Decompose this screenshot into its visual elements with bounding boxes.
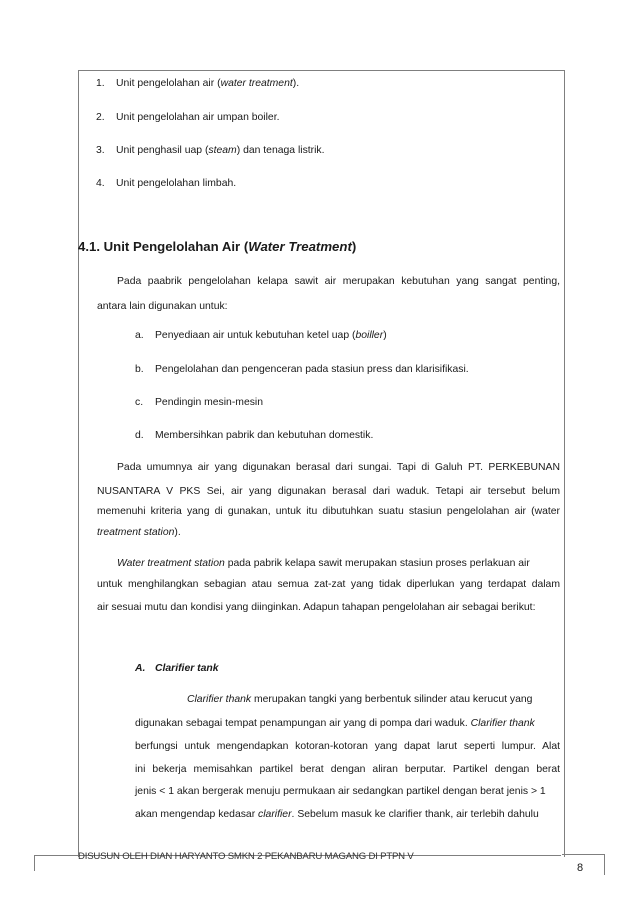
paragraph-line: antara lain digunakan untuk: (97, 301, 228, 312)
paragraph-line: Pada paabrik pengelolahan kelapa sawit air merupakan kebutuhan yang sangat penting, (117, 276, 560, 287)
paragraph-line: digunakan sebagai tempat penampungan air yang di pompa dari waduk. Clarifier thank (135, 718, 535, 729)
footer-text: DISUSUN OLEH DIAN HARYANTO SMKN 2 PEKANBARU MAGANG DI PTPN V (78, 851, 414, 862)
list-item: 1. Unit pengelolahan air (water treatment). (96, 78, 300, 89)
paragraph-line: berfungsi untuk mengendapkan kotoran-kotoran yang dapat larut seperti lumpur. Alat (135, 741, 560, 752)
list-item: d. Membersihkan pabrik dan kebutuhan domestik. (135, 430, 374, 441)
paragraph-line: jenis < 1 akan bergerak menuju permukaan air sedangkan partikel dengan berat jenis > 1 (135, 786, 546, 797)
paragraph-line: treatment station). (97, 527, 181, 538)
list-item: 2. Unit pengelolahan air umpan boiler. (96, 112, 280, 123)
list-item: b. Pengelolahan dan pengenceran pada stasiun press dan klarisifikasi. (135, 364, 469, 375)
subsection-heading: A. Clarifier tank (135, 663, 219, 674)
paragraph-line: untuk menghilangkan sebagian atau semua zat-zat yang tidak diperlukan yang terdapat dalam (97, 579, 560, 590)
page-number: 8 (577, 862, 584, 874)
list-item: 3. Unit penghasil uap (steam) dan tenaga listrik. (96, 145, 325, 156)
paragraph-line: NUSANTARA V PKS Sei, air yang digunakan berasal dari waduk. Tetapi air tersebut belum (97, 486, 560, 497)
paragraph-line: memenuhi kriteria yang di gunakan, untuk itu dibutuhkan suatu stasiun pengelolahan air (water (97, 506, 560, 517)
paragraph-line: ini bekerja memisahkan partikel berat dengan aliran berputar. Partikel dengan berat (135, 764, 560, 775)
paragraph-line: air sesuai mutu dan kondisi yang diinginkan. Adapun tahapan pengelolahan air sebagai berikut: (97, 602, 536, 613)
paragraph-line: Pada umumnya air yang digunakan berasal dari sungai. Tapi di Galuh PT. PERKEBUNAN (117, 462, 560, 473)
list-item: 4. Unit pengelolahan limbah. (96, 178, 237, 189)
list-item: c. Pendingin mesin-mesin (135, 397, 264, 408)
paragraph-line: Clarifier thank merupakan tangki yang berbentuk silinder atau kerucut yang (187, 694, 533, 705)
section-heading: 4.1. Unit Pengelolahan Air (Water Treatment) (78, 239, 357, 254)
paragraph-line: akan mengendap kedasar clarifier. Sebelum masuk ke clarifier thank, air terlebih dahulu (135, 809, 539, 820)
list-item: a. Penyediaan air untuk kebutuhan ketel uap (boiller) (135, 330, 387, 341)
paragraph-line: Water treatment station pada pabrik kelapa sawit merupakan stasiun proses perlakuan air (117, 558, 530, 569)
page-number-border (562, 854, 605, 875)
